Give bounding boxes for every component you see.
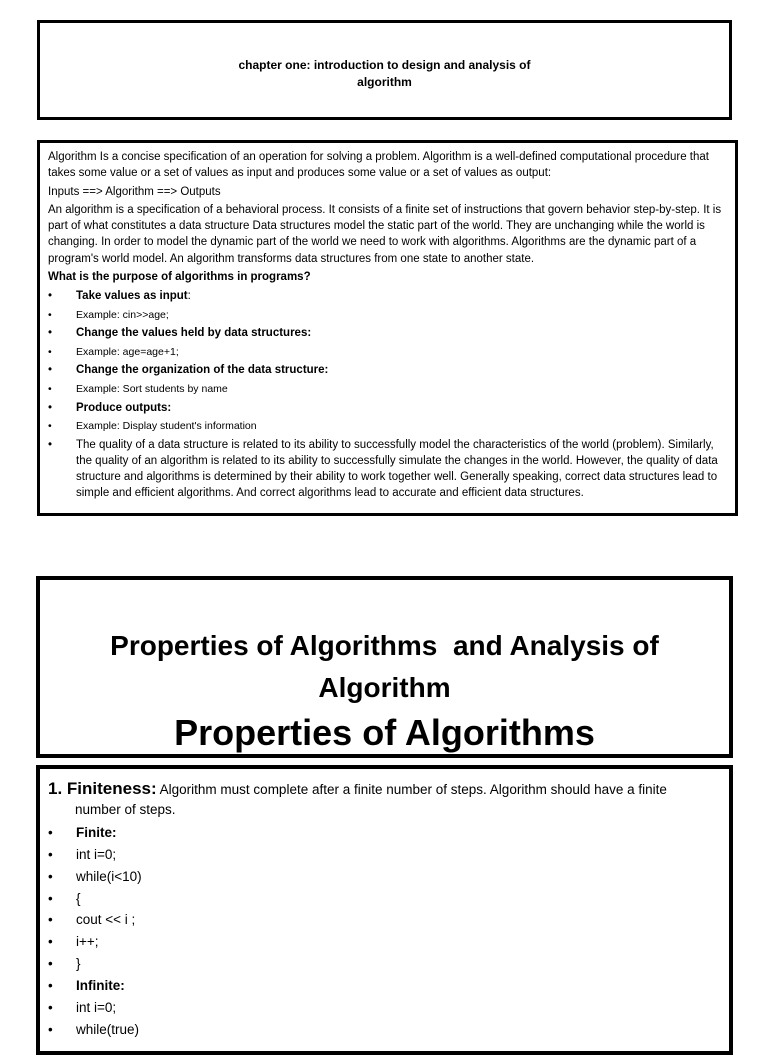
code-line — [48, 932, 721, 951]
code-text: int i=0; — [76, 1000, 117, 1016]
bullet-example-change — [48, 344, 727, 360]
slide2-body-box — [36, 765, 733, 1055]
bullet-text: Example: age=age+1; — [76, 345, 179, 358]
algorithm-behavior-paragraph: An algorithm is a specification of a behavioral process. It consists of a finite set of instructions that govern behavior step-by-step. It is part of what constitutes a data structure Data structures model the static part of the world. They are unchanging while the world is changing. In order to model the dynamic part of the world we need to work with algorithms. Algorithms are the dynamic part of a program's world model. An algorithm transforms data structures from one state to another state. — [48, 203, 722, 265]
code-line — [48, 867, 721, 886]
slide2-title — [40, 625, 729, 709]
finiteness-label: 1. Finiteness: — [48, 779, 157, 798]
bullet-example-display — [48, 418, 727, 434]
bullet-text: Example: Display student's information — [76, 420, 257, 433]
bullet-example-sort — [48, 381, 727, 397]
code-text: i++; — [76, 934, 99, 950]
bullet-quality — [48, 437, 727, 501]
bullet-text: Example: Sort students by name — [76, 382, 228, 395]
bullet-suffix: : — [187, 289, 191, 302]
code-line — [48, 823, 721, 842]
finiteness-heading — [48, 779, 721, 820]
slide1-title — [40, 57, 729, 91]
code-line — [48, 954, 721, 973]
bullet-text: Change the values held by data structures: — [76, 327, 312, 340]
purpose-question: What is the purpose of algorithms in programs? — [48, 271, 311, 284]
finiteness-text-b: number of steps. — [75, 802, 176, 817]
code-line — [48, 889, 721, 908]
code-text: while(true) — [76, 1021, 140, 1037]
code-text: cout << i ; — [76, 912, 136, 928]
code-text: Infinite: — [76, 978, 125, 994]
code-line — [48, 1020, 721, 1039]
code-text: } — [76, 956, 81, 972]
bullet-change-values — [48, 325, 727, 341]
code-line — [48, 845, 721, 864]
slide2-subtitle: Properties of Algorithms — [174, 712, 595, 753]
code-line — [48, 910, 721, 929]
bullet-change-organization — [48, 362, 727, 378]
bullet-text: Produce outputs: — [76, 401, 172, 414]
algorithm-definition: Algorithm Is a concise specification of an operation for solving a problem. Algorithm is a well-defined computational procedure that takes some value or a set of values as input and produces some value or a set of values as output: — [48, 151, 709, 180]
finiteness-code-list — [48, 823, 721, 1039]
code-text: int i=0; — [76, 846, 117, 862]
bullet-text: Example: cin>>age; — [76, 308, 169, 321]
slide2-title-line2: Algorithm — [318, 672, 451, 703]
slide2-title-line1: Properties of Algorithms and Analysis of — [110, 630, 659, 661]
code-text: while(i<10) — [76, 868, 142, 884]
bullet-example-input — [48, 307, 727, 323]
slide1-title-line2: algorithm — [357, 75, 412, 89]
slide1-title-box — [37, 20, 732, 120]
slide1-body-box — [37, 140, 738, 516]
bullet-text: Take values as input — [76, 289, 188, 302]
code-text: Finite: — [76, 824, 117, 840]
finiteness-text-a: Algorithm must complete after a finite number of steps. Algorithm should have a finite — [159, 782, 667, 797]
purpose-bullet-list — [48, 288, 727, 501]
bullet-produce-outputs — [48, 400, 727, 416]
io-formula: Inputs ==> Algorithm ==> Outputs — [48, 185, 221, 198]
bullet-take-values — [48, 288, 727, 304]
slide1-title-line1: chapter one: introduction to design and analysis of — [238, 58, 531, 72]
code-text: { — [76, 890, 81, 906]
code-line — [48, 976, 721, 995]
bullet-text: The quality of a data structure is related to its ability to successfully model the characteristics of the world (problem). Similarly, the quality of an algorithm is related to its ability to successfully simulate the changes in the world. However, the quality of data structure and algorithms is determined by their ability to work together well. Generally speaking, correct data structures lead to simple and efficient algorithms. And correct algorithms lead to accurate and efficient data structures. — [76, 438, 718, 499]
bullet-text: Change the organization of the data structure: — [76, 364, 329, 377]
code-line — [48, 998, 721, 1017]
slide2-title-box — [36, 576, 733, 758]
